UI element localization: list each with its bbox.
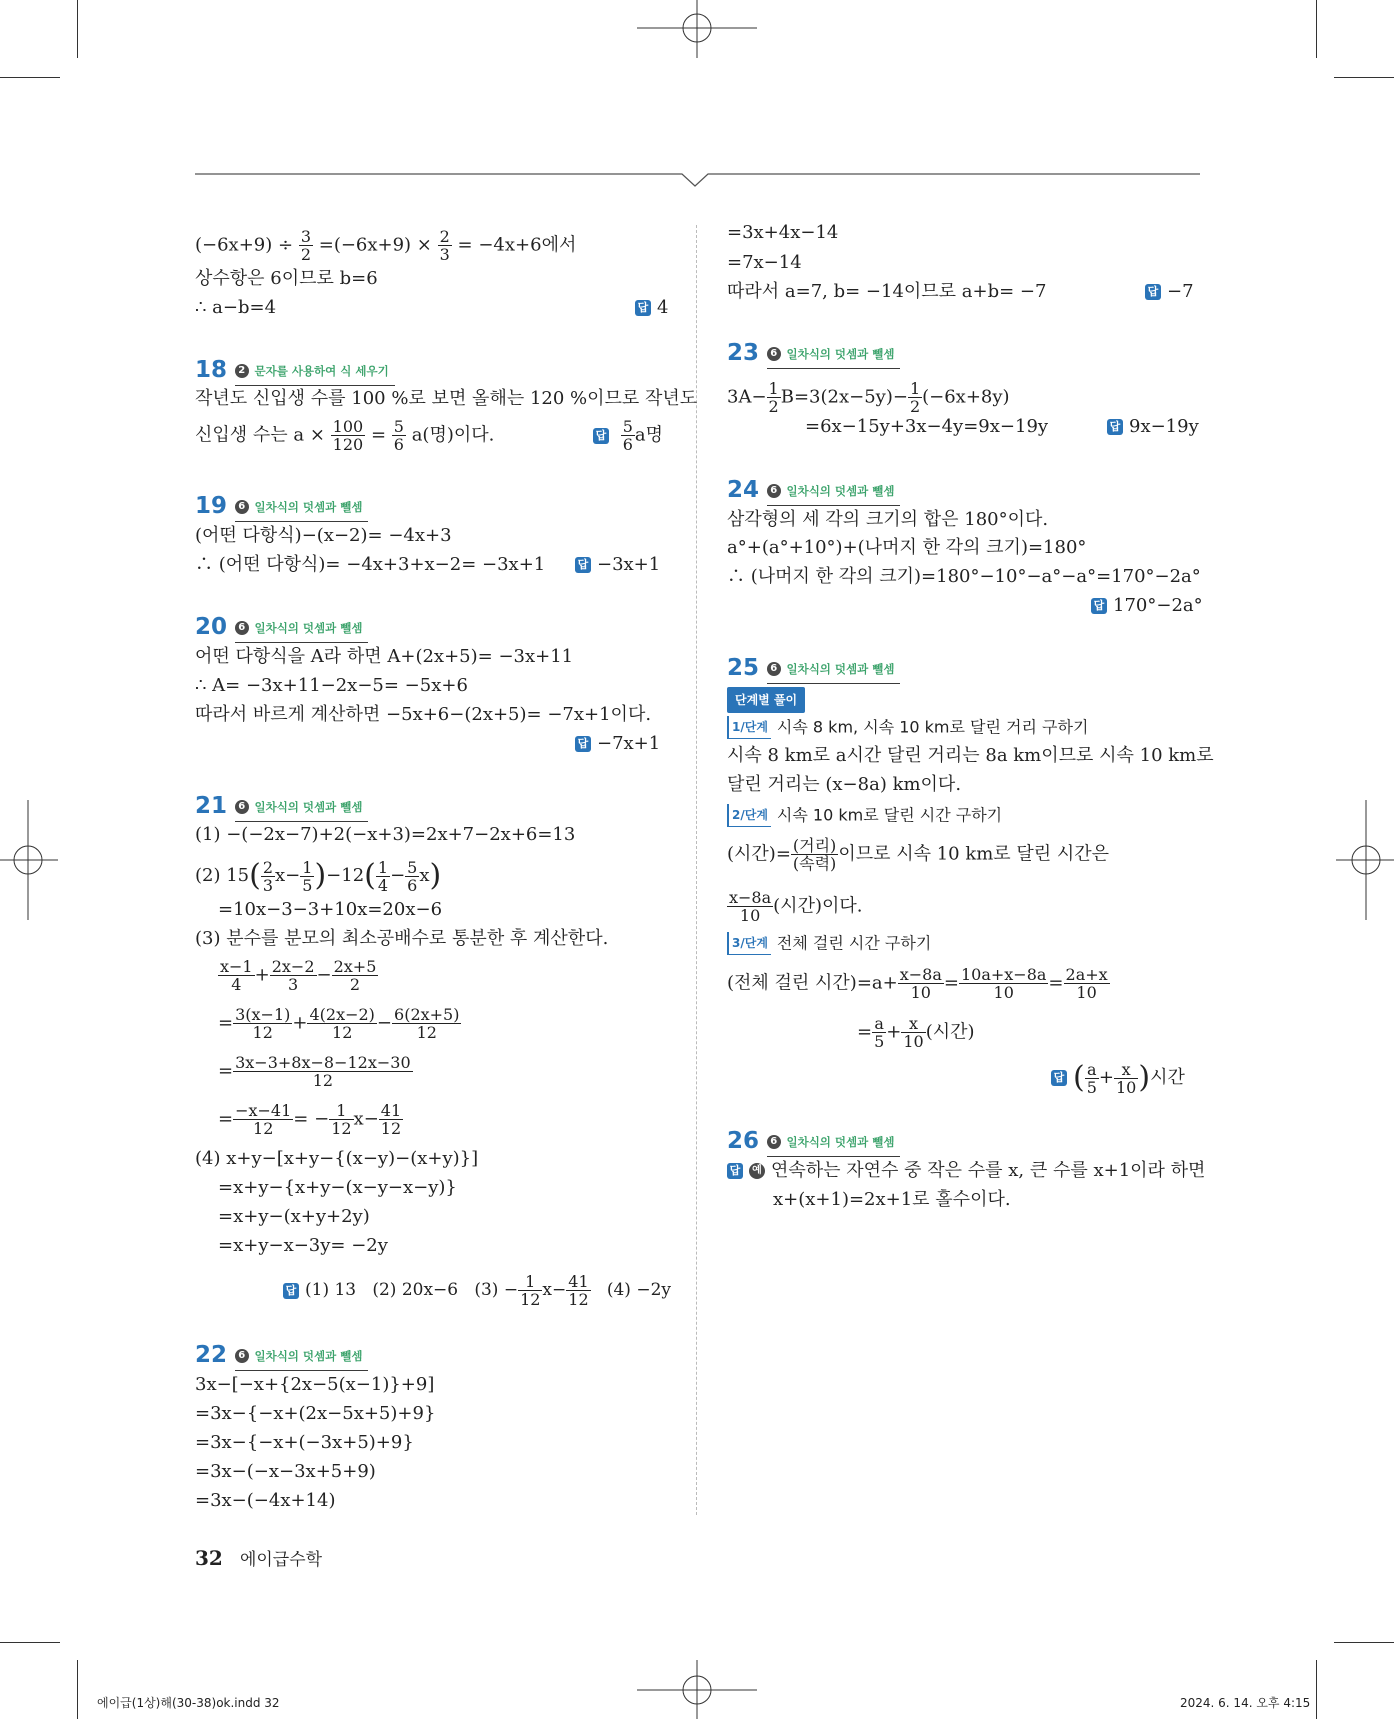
- p22-line2: =3x−{−x+(2x−5x+5)+9}: [195, 1403, 436, 1424]
- p21-s3-row4: = $\frac{-x-41}{12}$ = − $\frac{1}{12}$ x− $\frac{41}{12}$: [218, 1101, 402, 1138]
- problem-number: 18: [195, 357, 228, 383]
- problem-26-header: [727, 1128, 900, 1157]
- answer-icon: 답: [1145, 284, 1161, 300]
- step-solution-badge: 단계별 풀이: [727, 687, 805, 713]
- tag-icon: 6: [767, 662, 781, 676]
- p17-line1: (−6x+9) ÷ $\frac{3}{2}$ =(−6x+9) × $\frac{2}{3}$ = −4x+6에서: [195, 227, 577, 264]
- answer-icon: 답: [593, 428, 609, 444]
- p21-s3-row3: = $\frac{3x-3+8x-8-12x-30}{12}$: [218, 1053, 411, 1090]
- crop-mark: [1334, 1642, 1394, 1643]
- registration-mark-right: [1336, 800, 1394, 920]
- example-icon: 예: [749, 1163, 765, 1179]
- topic-tag: 6 일차식의 덧셈과 뺄셈: [767, 341, 901, 369]
- crop-mark: [77, 0, 78, 58]
- p22-line3: =3x−{−x+(−3x+5)+9}: [195, 1432, 414, 1453]
- problem-24-header: [727, 477, 900, 506]
- answer-icon: 답: [1091, 598, 1107, 614]
- fraction: $\frac{1}{2}$: [909, 379, 921, 416]
- fraction: $\frac{5}{6}$: [407, 857, 418, 895]
- p21-s3-row2: = $\frac{3(x-1)}{12}$ + $\frac{4(2x-2)}{12}$ − $\frac{6(2x+5)}{12}$: [218, 1005, 460, 1042]
- book-title: 에이급수학: [239, 1550, 323, 1570]
- step2-heading: 2/단계 시속 10 km로 달린 시간 구하기: [727, 804, 1002, 827]
- problem-number: 24: [727, 477, 760, 503]
- p20-line3: 따라서 바르게 계산하면 −5x+6−(2x+5)= −7x+1이다.: [195, 704, 652, 725]
- step-number: 1/단계: [727, 716, 771, 739]
- p21-s4-line1: (4) x+y−[x+y−{(x−y)−(x+y)}]: [195, 1148, 479, 1169]
- fraction: $\frac{41}{12}$: [380, 1101, 402, 1138]
- fraction: $\frac{6(2x+5)}{12}$: [394, 1005, 460, 1042]
- p18-answer: 답 $\frac{5}{6}$ a명: [593, 418, 663, 453]
- p17-line2: 상수항은 6이므로 b=6: [195, 268, 378, 289]
- p24-line2: a°+(a°+10°)+(나머지 한 각의 크기)=180°: [727, 537, 1087, 558]
- fraction: $\frac{41}{12}$: [568, 1272, 589, 1309]
- fraction: $\frac{x-8a}{10}$: [729, 888, 772, 925]
- problem-number: 26: [727, 1128, 760, 1154]
- fraction: $\frac{x}{10}$: [1116, 1059, 1137, 1097]
- crop-mark: [0, 77, 60, 78]
- answer-icon: 답: [283, 1283, 299, 1299]
- p22-answer: 답 −7: [1145, 281, 1194, 303]
- fraction: $\frac{1}{2}$: [768, 379, 779, 416]
- tag-icon: 6: [767, 347, 781, 361]
- problem-number: 20: [195, 614, 228, 640]
- p25-b3-line1: (전체 걸린 시간)=a+ $\frac{x-8a}{10}$ = $\frac{10a+x-8a}{10}$ = $\frac{2a+x}{10}$: [727, 965, 1108, 1002]
- p22-line5: =3x−(−4x+14): [195, 1490, 336, 1511]
- registration-mark-bottom: [637, 1660, 757, 1719]
- fraction: $\frac{2x-2}{3}$: [271, 957, 315, 994]
- p23-line1: 3A− $\frac{1}{2}$ B=3(2x−5y)− $\frac{1}{2}$ (−6x+8y): [727, 379, 1010, 416]
- p18-line2: 신입생 수는 a × $\frac{100}{120}$ = $\frac{5}{6}$ a(명)이다.: [195, 417, 495, 454]
- tag-icon: 2: [235, 364, 249, 378]
- p23-line2: =6x−15y+3x−4y=9x−19y: [805, 416, 1049, 437]
- problem-23-header: [727, 340, 900, 369]
- problem-19-header: [195, 493, 368, 522]
- fraction: $\frac{2}{3}$: [439, 227, 450, 264]
- fraction: $\frac{x-1}{4}$: [220, 957, 253, 994]
- topic-tag: 6 일차식의 덧셈과 뺄셈: [767, 478, 901, 506]
- answer-icon: 답: [727, 1163, 743, 1179]
- p21-s4-line3: =x+y−(x+y+2y): [218, 1206, 370, 1227]
- tag-icon: 6: [767, 1135, 781, 1149]
- tag-icon: 6: [235, 1349, 249, 1363]
- p21-s3-row1: $\frac{x-1}{4}$ + $\frac{2x-2}{3}$ − $\frac{2x+5}{2}$: [220, 957, 377, 994]
- print-file-slug: 에이급(1상)해(30-38)ok.indd 32: [97, 1696, 280, 1710]
- problem-22-header: [195, 1342, 368, 1371]
- p24-answer: 답 170°−2a°: [1091, 595, 1203, 617]
- p18-line1: 작년도 신입생 수를 100 %로 보면 올해는 120 %이므로 작년도: [195, 388, 698, 409]
- problem-21-header: [195, 793, 368, 822]
- problem-18-header: [195, 357, 395, 386]
- p20-line2: ∴ A= −3x+11−2x−5= −5x+6: [195, 675, 468, 696]
- fraction: $\frac{1}{4}$: [377, 857, 389, 895]
- crop-mark: [77, 1660, 78, 1719]
- tag-icon: 6: [767, 484, 781, 498]
- crop-mark: [1334, 77, 1394, 78]
- crop-mark: [1316, 0, 1317, 58]
- topic-tag: 6 일차식의 덧셈과 뺄셈: [235, 1343, 369, 1371]
- step1-heading: 1/단계 시속 8 km, 시속 10 km로 달린 거리 구하기: [727, 716, 1088, 739]
- right-column: [727, 0, 1214, 1560]
- step-number: 2/단계: [727, 804, 771, 827]
- problem-number: 21: [195, 793, 228, 819]
- answer-icon: 답: [575, 736, 591, 752]
- problem-number: 22: [195, 1342, 228, 1368]
- fraction: $\frac{a}{5}$: [874, 1014, 885, 1051]
- p21-answer: 답 (1) 13 (2) 20x−6 (3) − $\frac{1}{12}$ x− $\frac{41}{12}$ (4) −2y: [283, 1273, 671, 1308]
- fraction: $\frac{1}{12}$: [520, 1272, 541, 1309]
- p19-line1: (어떤 다항식)−(x−2)= −4x+3: [195, 525, 452, 546]
- p22-line1: 3x−[−x+{2x−5(x−1)}+9]: [195, 1374, 435, 1395]
- fraction: $\frac{x-8a}{10}$: [899, 965, 942, 1002]
- topic-tag: 6 일차식의 덧셈과 뺄셈: [235, 615, 369, 643]
- topic-tag: 6 일차식의 덧셈과 뺄셈: [767, 656, 901, 684]
- p20-answer: 답 −7x+1: [575, 733, 660, 755]
- step3-heading: 3/단계 전체 걸린 시간 구하기: [727, 932, 931, 955]
- p23-answer: 답 9x−19y: [1107, 416, 1199, 438]
- fraction: $\frac{1}{12}$: [331, 1101, 352, 1138]
- fraction: $\frac{3x-3+8x-8-12x-30}{12}$: [235, 1053, 411, 1090]
- answer-icon: 답: [1051, 1070, 1067, 1086]
- p21-s3-text: (3) 분수를 분모의 최소공배수로 통분한 후 계산한다.: [195, 928, 609, 949]
- registration-mark-left: [0, 800, 58, 920]
- topic-tag: 2 문자를 사용하여 식 세우기: [235, 358, 395, 386]
- p19-line2: ∴ (어떤 다항식)= −4x+3+x−2= −3x+1: [195, 554, 546, 575]
- fraction: $\frac{2}{3}$: [262, 857, 274, 895]
- problem-25-header: [727, 655, 900, 684]
- p25-b2-line1: (시간)= $\frac{\text{(거리)}}{\text{(속력)}}$ 이므로 시속 10 km로 달린 시간은: [727, 836, 1110, 873]
- p21-s4-line2: =x+y−{x+y−(x−y−x−y)}: [218, 1177, 457, 1198]
- tag-icon: 6: [235, 621, 249, 635]
- p22-cont-line3: 따라서 a=7, b= −14이므로 a+b= −7: [727, 281, 1047, 302]
- crop-mark: [0, 1642, 60, 1643]
- fraction: $\frac{10a+x-8a}{10}$: [960, 965, 1047, 1002]
- crop-mark: [1316, 1660, 1317, 1719]
- fraction: $\frac{4(2x-2)}{12}$: [309, 1005, 375, 1042]
- answer-icon: 답: [575, 557, 591, 573]
- topic-tag: 6 일차식의 덧셈과 뺄셈: [235, 494, 369, 522]
- fraction: $\frac{-x-41}{12}$: [235, 1101, 292, 1138]
- p26-line1: 답 예 연속하는 자연수 중 작은 수를 x, 큰 수를 x+1이라 하면: [727, 1160, 1205, 1182]
- fraction: $\frac{3}{2}$: [300, 227, 311, 264]
- p22-cont-line1: =3x+4x−14: [727, 222, 839, 243]
- p24-line1: 삼각형의 세 각의 크기의 합은 180°이다.: [727, 509, 1049, 530]
- topic-tag: 6 일차식의 덧셈과 뺄셈: [235, 794, 369, 822]
- problem-number: 25: [727, 655, 760, 681]
- p26-line2: x+(x+1)=2x+1로 홀수이다.: [773, 1189, 1011, 1210]
- p21-s1: (1) −(−2x−7)+2(−x+3)=2x+7−2x+6=13: [195, 824, 576, 845]
- print-timestamp: 2024. 6. 14. 오후 4:15: [1180, 1696, 1311, 1710]
- page-number: 32: [195, 1546, 223, 1570]
- fraction: $\frac{2x+5}{2}$: [333, 957, 377, 994]
- column-divider: [696, 225, 697, 1515]
- fraction: $\frac{2a+x}{10}$: [1065, 965, 1108, 1002]
- answer-icon: 답: [1107, 419, 1123, 435]
- p25-b1-line1: 시속 8 km로 a시간 달린 거리는 8a km이므로 시속 10 km로: [727, 745, 1214, 766]
- p22-line4: =3x−(−x−3x+5+9): [195, 1461, 376, 1482]
- p25-b2-line2: $\frac{x-8a}{10}$ (시간)이다.: [729, 888, 863, 925]
- p17-line3: ∴ a−b=4: [195, 297, 277, 318]
- left-column: [195, 0, 698, 1560]
- p21-s4-line4: =x+y−x−3y= −2y: [218, 1235, 388, 1256]
- fraction: $\frac{5}{6}$: [622, 417, 633, 454]
- fraction: $\frac{3(x-1)}{12}$: [235, 1005, 291, 1042]
- fraction: $\frac{5}{6}$: [393, 417, 404, 454]
- fraction: $\frac{\text{(거리)}}{\text{(속력)}}$: [792, 836, 837, 873]
- p21-s2-line1: (2) 15( $\frac{2}{3}$ x− $\frac{1}{5}$ )−12( $\frac{1}{4}$ − $\frac{5}{6}$ x): [195, 857, 442, 895]
- p22-cont-line2: =7x−14: [727, 252, 802, 273]
- tag-icon: 6: [235, 500, 249, 514]
- p24-line3: ∴ (나머지 한 각의 크기)=180°−10°−a°−a°=170°−2a°: [727, 566, 1201, 587]
- topic-tag: 6 일차식의 덧셈과 뺄셈: [767, 1129, 901, 1157]
- fraction: $\frac{a}{5}$: [1086, 1059, 1097, 1097]
- p21-s2-line2: =10x−3−3+10x=20x−6: [218, 899, 443, 920]
- fraction: $\frac{100}{120}$: [332, 417, 364, 454]
- page-footer: [195, 1545, 322, 1570]
- p19-answer: 답 −3x+1: [575, 554, 660, 576]
- problem-20-header: [195, 614, 368, 643]
- p25-b3-line2: = $\frac{a}{5}$ + $\frac{x}{10}$ (시간): [857, 1014, 975, 1051]
- problem-number: 19: [195, 493, 228, 519]
- fraction: $\frac{1}{5}$: [302, 857, 313, 895]
- p20-line1: 어떤 다항식을 A라 하면 A+(2x+5)= −3x+11: [195, 646, 574, 667]
- fraction: $\frac{x}{10}$: [903, 1014, 924, 1051]
- p17-answer: 답 4: [635, 297, 668, 319]
- p25-b1-line2: 달린 거리는 (x−8a) km이다.: [727, 774, 962, 795]
- step-number: 3/단계: [727, 932, 771, 955]
- answer-icon: 답: [635, 300, 651, 316]
- tag-icon: 6: [235, 800, 249, 814]
- p25-answer: 답 ( $\frac{a}{5}$ + $\frac{x}{10}$ )시간: [1051, 1058, 1185, 1098]
- problem-number: 23: [727, 340, 760, 366]
